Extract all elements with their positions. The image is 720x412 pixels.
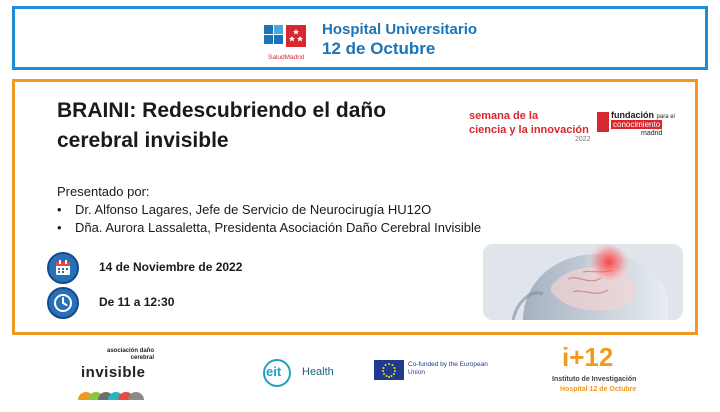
fundacion-logo-line3: madrid <box>641 130 663 137</box>
madrid-flag-icon <box>597 112 609 132</box>
clock-icon <box>47 287 79 319</box>
fundacion-word: fundación <box>611 110 654 120</box>
sponsors-bar <box>0 342 720 412</box>
i12-institute-logo <box>552 342 672 408</box>
speaker-item <box>57 202 431 217</box>
hospital-name-line2: 12 de Octubre <box>322 39 436 58</box>
eit-health-logo <box>266 356 356 392</box>
event-panel <box>12 79 698 335</box>
fundacion-logo <box>597 110 697 140</box>
semana-ciencia-logo <box>469 98 599 148</box>
clock-glyph-icon <box>49 289 77 317</box>
saludmadrid-logo-icon <box>262 21 310 57</box>
i12-line1: Instituto de Investigación <box>552 376 637 383</box>
eu-flag-icon <box>374 360 404 380</box>
semana-logo-line1: semana de la <box>469 110 539 122</box>
asociacion-name: invisible <box>81 364 146 381</box>
hospital-banner <box>12 6 708 70</box>
eu-cofunded-logo <box>374 360 488 386</box>
presented-by-label: Presentado por: <box>57 184 150 199</box>
semana-logo-line2: ciencia y la innovación <box>469 124 589 136</box>
fundacion-logo-line1 <box>611 110 675 120</box>
speaker-text: Dña. Aurora Lassaletta, Presidenta Asociación Daño Cerebral Invisible <box>75 220 482 235</box>
asociacion-circles-icon <box>76 382 156 400</box>
bullet-icon: • <box>57 202 62 217</box>
saludmadrid-text: SaludMadrid <box>268 54 305 61</box>
bullet-icon: • <box>57 220 62 235</box>
asociacion-small-text: asociación daño cerebral <box>106 348 154 361</box>
asociacion-logo <box>76 348 156 402</box>
event-date: 14 de Noviembre de 2022 <box>99 260 243 274</box>
eu-cofunded-text: Co-funded by the European Union <box>408 361 488 377</box>
fundacion-logo-line2: conocimiento <box>613 120 661 129</box>
eit-text: eit <box>266 364 282 379</box>
i12-line2: Hospital 12 de Octubre <box>560 386 637 393</box>
brain-scan-image <box>483 244 683 320</box>
eit-health-text: Health <box>302 366 334 378</box>
brain-illustration-icon <box>483 244 683 320</box>
eu-stars-icon <box>374 360 404 380</box>
event-time: De 11 a 12:30 <box>99 295 175 309</box>
calendar-icon <box>47 252 79 284</box>
semana-logo-year: 2022 <box>575 136 591 143</box>
speaker-item <box>57 220 481 235</box>
hospital-name-line1: Hospital Universitario <box>322 21 478 38</box>
i12-mark: i+12 <box>562 342 614 372</box>
event-title: BRAINI: Redescubriendo el daño cerebral invisible <box>57 99 387 153</box>
fundacion-para-el: para el <box>656 114 675 120</box>
calendar-glyph-icon <box>49 254 77 282</box>
speaker-text: Dr. Alfonso Lagares, Jefe de Servicio de Neurocirugía HU12O <box>75 202 432 217</box>
